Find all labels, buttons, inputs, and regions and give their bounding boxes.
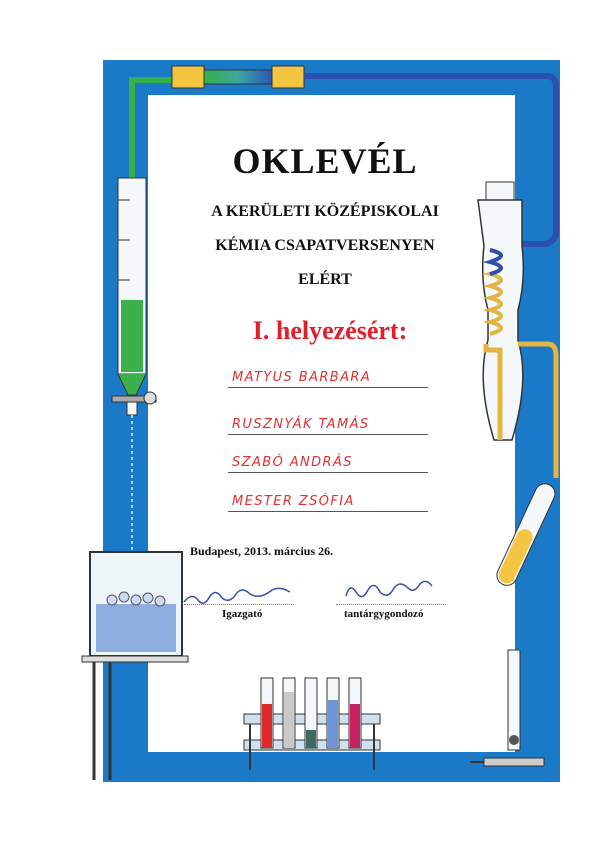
winner-name: MESTER ZSÓFIA	[228, 492, 428, 512]
event-line-3: ELÉRT	[298, 271, 352, 288]
winner-name: RUSZNYÁK TAMÁS	[228, 415, 428, 435]
winner-name: MATYUS BARBARA	[228, 368, 428, 388]
event-line-1: A KERÜLETI KÖZÉPISKOLAI	[211, 203, 439, 220]
issue-date: Budapest, 2013. március 26.	[190, 544, 334, 558]
award-placement: I. helyezésért:	[252, 316, 408, 345]
signature-line-right	[336, 604, 446, 605]
winner-name: SZABÓ ANDRÁS	[228, 453, 428, 473]
signature-principal	[184, 588, 290, 603]
certificate-title: OKLEVÉL	[232, 141, 418, 181]
signature-line-left	[184, 604, 294, 605]
principal-label: Igazgató	[222, 608, 263, 620]
signature-teacher	[346, 581, 432, 596]
teacher-label: tantárgygondozó	[344, 608, 424, 620]
event-line-2: KÉMIA CSAPATVERSENYEN	[215, 237, 435, 254]
